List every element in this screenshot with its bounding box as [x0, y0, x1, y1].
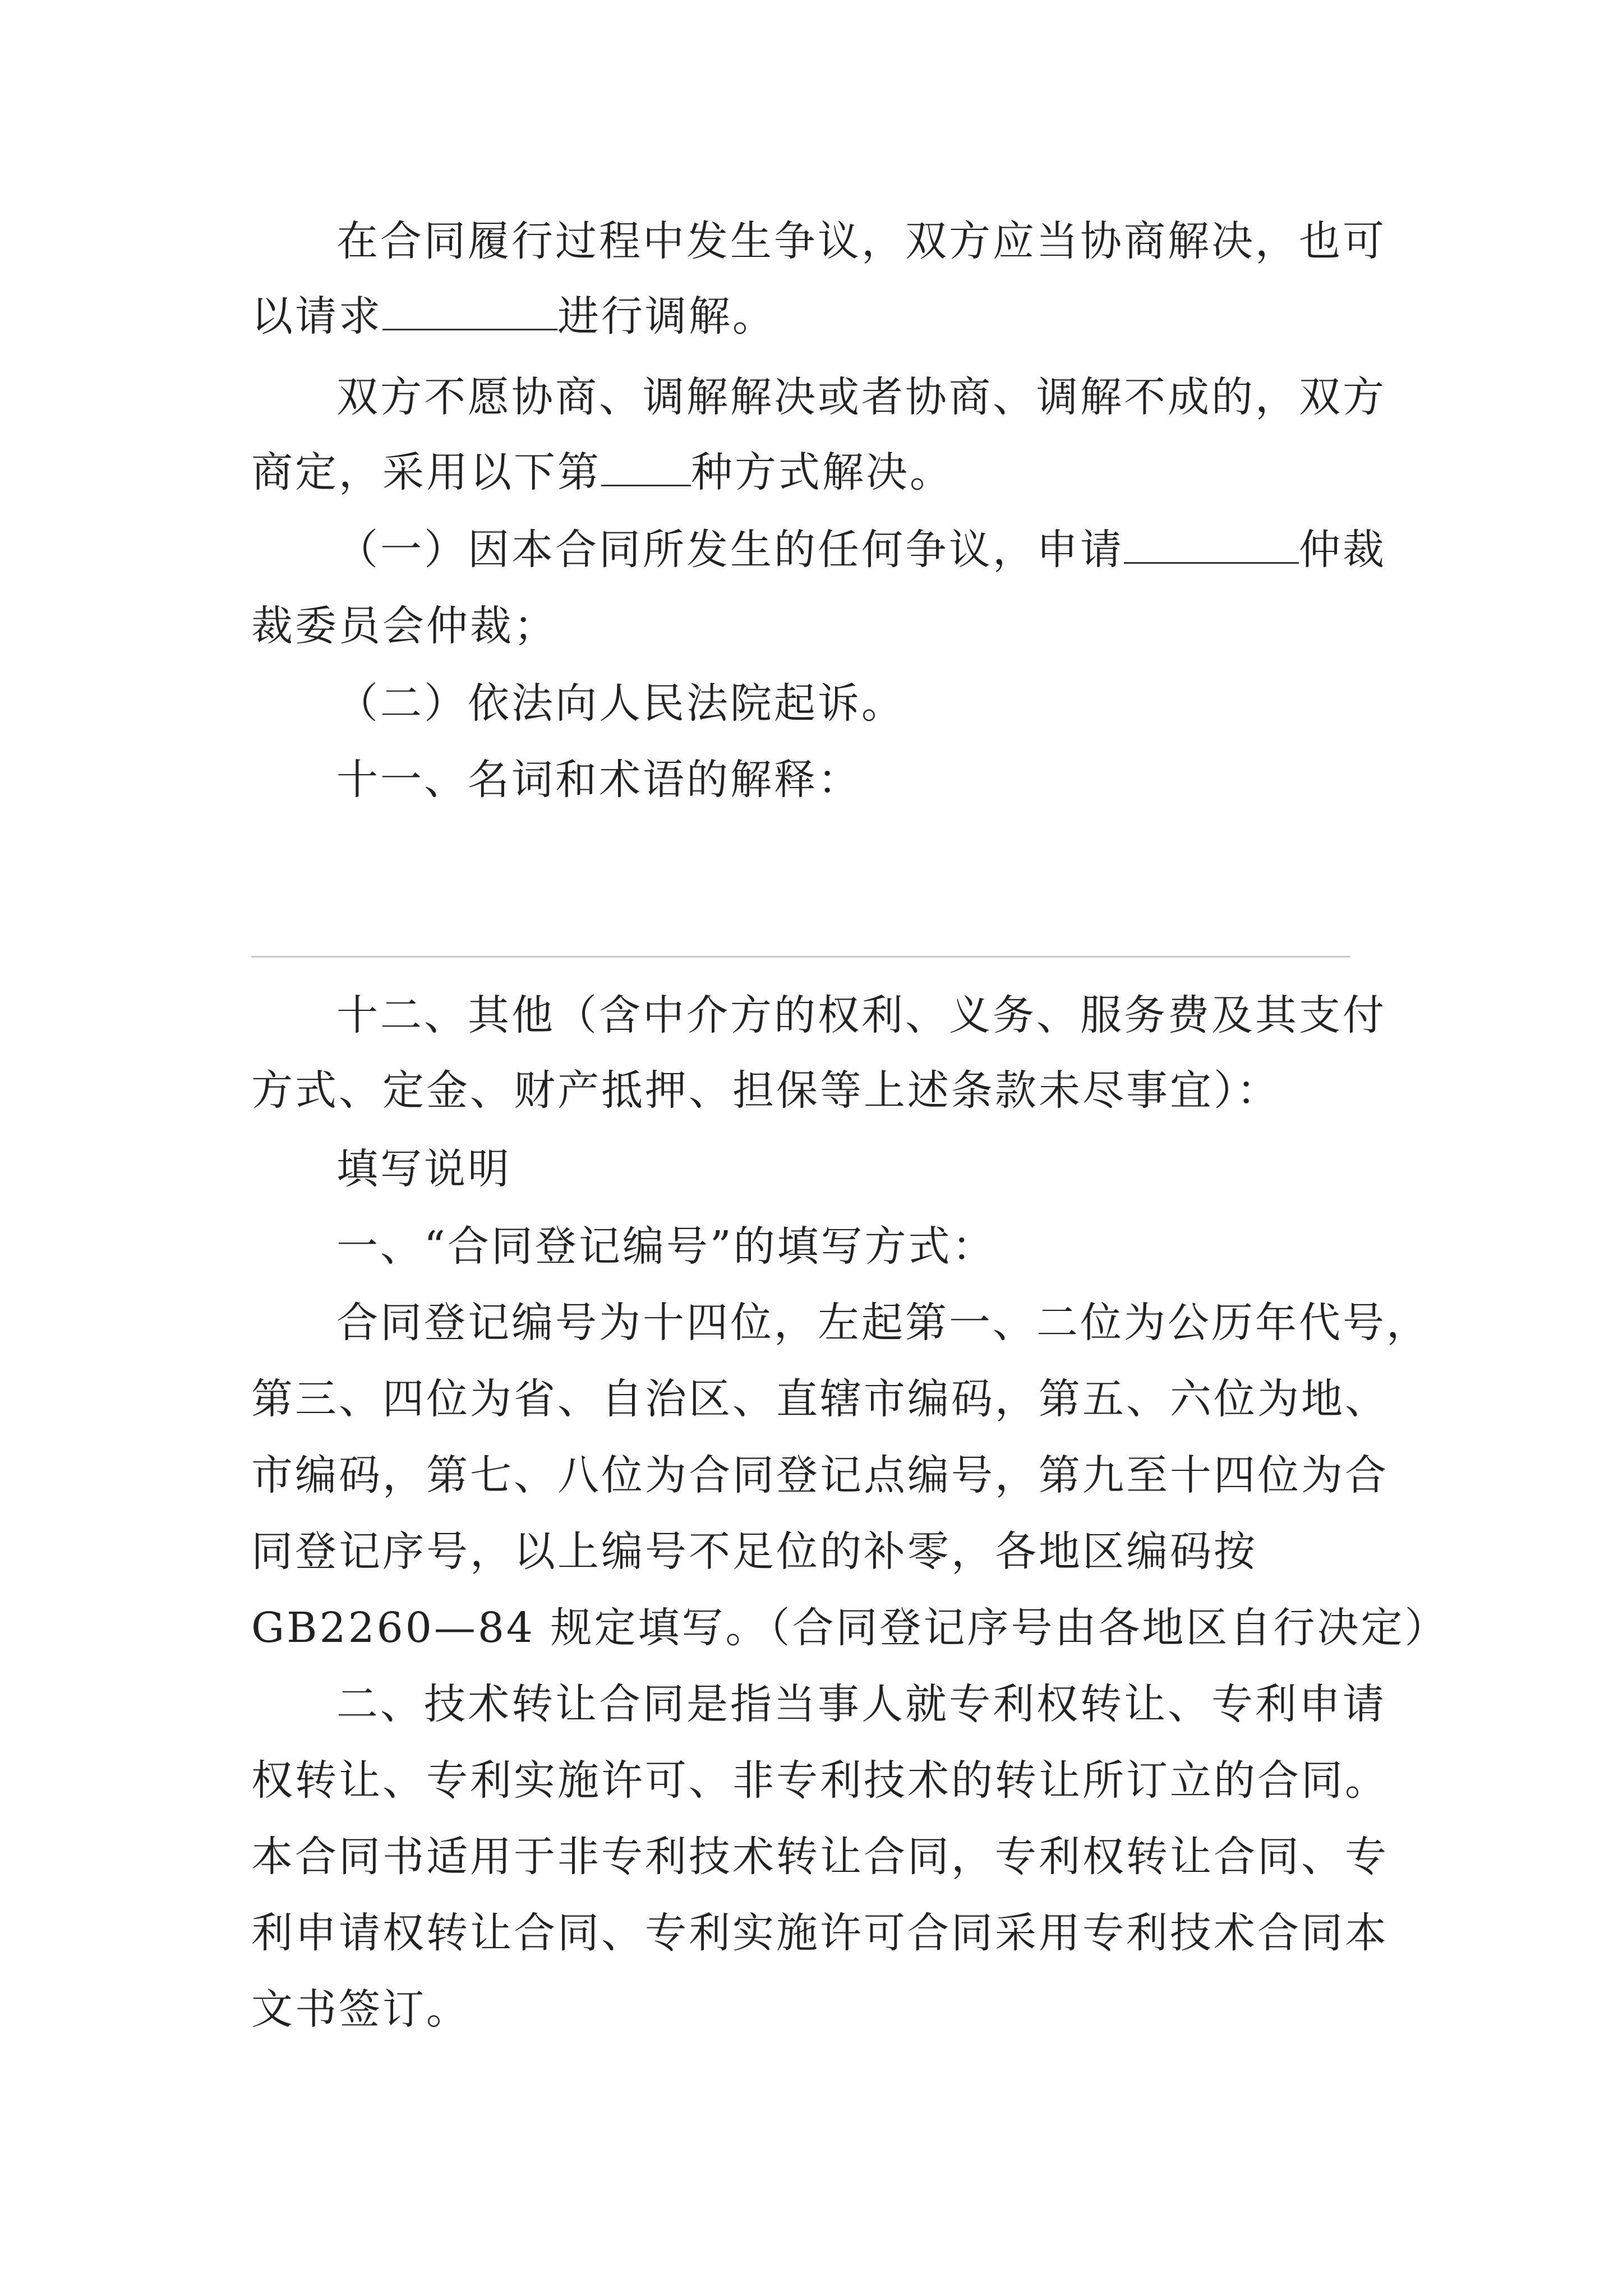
text-span: GB2260—84 规定填写。（合同登记序号由各地区自行决定）: [251, 1604, 1449, 1652]
text-span: 本合同书适用于非专利技术转让合同，专利权转让合同、专: [251, 1833, 1389, 1881]
mediator-blank-field[interactable]: [382, 289, 557, 330]
section-twelve-line-1: [336, 987, 1386, 1043]
text-span: 种方式解决。: [691, 448, 953, 496]
text-span: 商定，采用以下第: [251, 448, 601, 496]
arbitration-commission-blank-field[interactable]: [1124, 523, 1299, 564]
text-span: 裁委员会仲裁；: [251, 602, 557, 650]
instruction-one-line-3: [251, 1447, 1389, 1503]
instruction-two-line-2: [251, 1752, 1389, 1809]
text-span: 权转让、专利实施许可、非专利技术的转让所订立的合同。: [251, 1756, 1389, 1805]
divider-line: [251, 956, 1350, 958]
text-span: （二）依法向人民法院起诉。: [336, 679, 905, 728]
text-span: 第三、四位为省、自治区、直辖市编码，第五、六位为地、: [251, 1375, 1389, 1423]
text-span: 一、“合同登记编号”的填写方式：: [336, 1222, 996, 1271]
paragraph-court: [336, 675, 905, 731]
instruction-two-line-4: [251, 1905, 1389, 1961]
text-span: （一）因本合同所发生的任何争议，申请: [336, 526, 1124, 574]
section-twelve-line-2: [251, 1062, 1280, 1119]
paragraph-resolution-line-1: [336, 369, 1386, 425]
method-number-blank-field[interactable]: [601, 445, 691, 486]
text-span: 市编码，第七、八位为合同登记点编号，第九至十四位为合: [251, 1451, 1389, 1499]
text-span: 进行调解。: [557, 292, 776, 341]
instructions-heading: [336, 1141, 511, 1197]
instruction-one-line-2: [251, 1371, 1389, 1427]
text-span: 合同登记编号为十四位，左起第一、二位为公历年代号，: [336, 1299, 1430, 1347]
instruction-two-line-5: [251, 1981, 470, 2037]
section-eleven-heading: [336, 752, 861, 808]
text-span: 十二、其他（含中介方的权利、义务、服务费及其支付: [336, 991, 1386, 1039]
instruction-one-heading: [336, 1218, 996, 1274]
text-span: 在合同履行过程中发生争议，双方应当协商解决，也可: [336, 217, 1386, 265]
paragraph-resolution-line-2: [251, 444, 953, 500]
text-span: 文书签订。: [251, 1985, 470, 2033]
text-span: 仲裁: [1299, 526, 1386, 574]
instruction-one-line-1: [336, 1295, 1430, 1351]
text-span: 双方不愿协商、调解解决或者协商、调解不成的，双方: [336, 373, 1386, 421]
text-span: 以请求: [251, 292, 382, 341]
instruction-two-line-3: [251, 1829, 1389, 1885]
paragraph-dispute-line-2: [251, 288, 776, 344]
paragraph-arbitration-line-2: [251, 598, 557, 654]
paragraph-dispute-line-1: [336, 213, 1386, 269]
text-span: 利申请权转让合同、专利实施许可合同采用专利技术合同本: [251, 1909, 1389, 1957]
paragraph-arbitration-line-1: [336, 522, 1386, 578]
instruction-one-line-5: [251, 1600, 1449, 1656]
text-span: 十一、名词和术语的解释：: [336, 756, 861, 804]
instruction-two-line-1: [336, 1676, 1386, 1732]
text-span: 二、技术转让合同是指当事人就专利权转让、专利申请: [336, 1680, 1386, 1728]
instruction-one-line-4: [251, 1524, 1257, 1580]
text-span: 方式、定金、财产抵押、担保等上述条款未尽事宜）：: [251, 1066, 1280, 1115]
text-span: 填写说明: [336, 1145, 511, 1193]
text-span: 同登记序号，以上编号不足位的补零，各地区编码按: [251, 1527, 1257, 1576]
